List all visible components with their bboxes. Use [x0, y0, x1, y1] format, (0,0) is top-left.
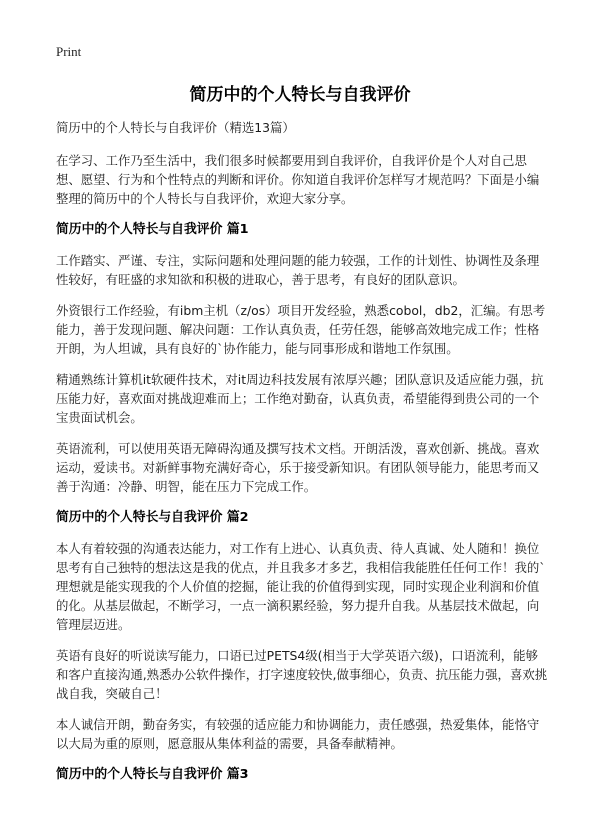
section-1-paragraph-3: 精通熟练计算机it软硬件技术，对it周边科技发展有浓厚兴趣；团队意识及适应能力强，抗压能力好，喜欢面对挑战迎难而上；工作绝对勤奋，认真负责，希望能得到贵公司的一个宝贵面试机会。: [56, 372, 544, 425]
section-1-paragraph-2: 外资银行工作经验，有ibm主机（z/os）项目开发经验，熟悉cobol，db2，汇编。有思考能力，善于发现问题、解决问题：工作认真负责，任劳任怨，能够高效地完成工作；性格开朗，为人坦诚，具有良好的`协作能力，能与同事形成和谐地工作氛围。: [56, 303, 546, 356]
section-1-paragraph-4: 英语流利，可以使用英语无障碍沟通及撰写技术文档。开朗活泼，喜欢创新、挑战。喜欢运动，爱读书。对新鲜事物充满好奇心，乐于接受新知识。有团队领导能力，能思考而又善于沟通：冷静、明智，能在压力下完成工作。: [56, 441, 540, 494]
article-body: [56, 118, 548, 796]
print-link[interactable]: Print: [56, 44, 82, 59]
section-heading-1: 简历中的个人特长与自我评价 篇1: [56, 222, 249, 237]
article-subtitle: 简历中的个人特长与自我评价（精选13篇）: [56, 120, 295, 135]
section-heading-3: 简历中的个人特长与自我评价 篇3: [56, 767, 249, 782]
section-2-paragraph-1: 本人有着较强的沟通表达能力，对工作有上进心、认真负责、待人真诚、处人随和！换位思考有自己独特的想法这是我的优点，并且我多才多艺，我相信我能胜任任何工作！我的`理想就是能实现我的个人价值的挖掘，能让我的价值得到实现，同时实现企业利润和价值的化。从基层做起，不断学习，一点一滴积累经验，努力提升自我。从基层技术做起，向管理层迈进。: [56, 541, 546, 632]
section-2-paragraph-2: 英语有良好的听说读写能力，口语已过PETS4级(相当于大学英语六级)，口语流利，能够和客户直接沟通,熟悉办公软件操作，打字速度较快,做事细心，负责、抗压能力强，喜欢挑战自我，突破自己！: [56, 648, 548, 701]
intro-paragraph: 在学习、工作乃至生活中，我们很多时候都要用到自我评价，自我评价是个人对自己思想、愿望、行为和个性特点的判断和评价。你知道自我评价怎样写才规范吗？下面是小编整理的简历中的个人特长与自我评价，欢迎大家分享。: [56, 153, 540, 206]
section-2-paragraph-3: 本人诚信开朗，勤奋务实，有较强的适应能力和协调能力，责任感强，热爱集体，能恪守以大局为重的原则，愿意服从集体利益的需要，具备奉献精神。: [56, 717, 540, 751]
section-1-paragraph-1: 工作踏实、严谨、专注，实际问题和处理问题的能力较强，工作的计划性、协调性及条理性较好，有旺盛的求知欲和积极的进取心，善于思考，有良好的团队意识。: [56, 253, 540, 287]
section-heading-2: 简历中的个人特长与自我评价 篇2: [56, 510, 249, 525]
page-title: 简历中的个人特长与自我评价: [189, 85, 411, 105]
